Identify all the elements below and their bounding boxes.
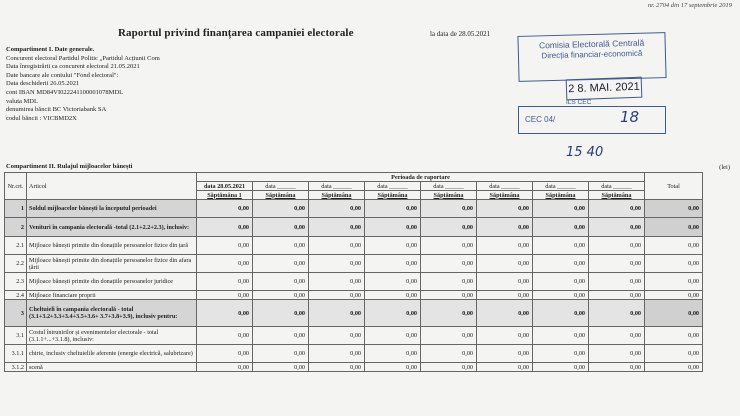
period-date-header: data ______ xyxy=(533,182,589,191)
general-line: Concurent electoral Partidul Politic „Partidul Acțiunii Com xyxy=(6,54,160,62)
period-week-header: Săptămâna xyxy=(589,191,645,200)
period-date-header: data ______ xyxy=(589,182,645,191)
row-value: 0,00 xyxy=(365,255,421,273)
row-value: 0,00 xyxy=(365,218,421,237)
row-number: 1 xyxy=(5,200,27,218)
row-value: 0,00 xyxy=(253,200,309,218)
table-row xyxy=(5,237,703,255)
row-value: 0,00 xyxy=(309,291,365,300)
stamp-line1: Comisia Electorală Centrală xyxy=(538,37,645,51)
row-value: 0,00 xyxy=(309,200,365,218)
row-value: 0,00 xyxy=(253,300,309,327)
currency-unit: (lei) xyxy=(719,164,730,171)
row-value: 0,00 xyxy=(365,273,421,291)
row-value: 0,00 xyxy=(477,273,533,291)
table-row xyxy=(5,255,703,273)
row-value: 0,00 xyxy=(421,200,477,218)
table-row xyxy=(5,291,703,300)
row-value: 0,00 xyxy=(309,273,365,291)
row-value: 0,00 xyxy=(477,255,533,273)
row-value: 0,00 xyxy=(365,345,421,363)
handwritten-time: 15 40 xyxy=(566,145,604,160)
row-value: 0,00 xyxy=(589,273,645,291)
row-number: 2.2 xyxy=(5,255,27,273)
table-row xyxy=(5,345,703,363)
row-total: 0,00 xyxy=(645,327,703,345)
section1-heading: Compartiment I. Date generale. xyxy=(6,46,95,53)
row-value: 0,00 xyxy=(421,273,477,291)
row-value: 0,00 xyxy=(421,218,477,237)
report-title: Raportul privind finanțarea campaniei electorale xyxy=(118,27,354,39)
row-value: 0,00 xyxy=(477,363,533,372)
row-value: 0,00 xyxy=(253,218,309,237)
cec-register-stamp xyxy=(518,106,666,134)
row-value: 0,00 xyxy=(197,363,253,372)
row-article: scenă xyxy=(27,363,197,372)
row-value: 0,00 xyxy=(533,273,589,291)
header-total: Total xyxy=(645,173,703,200)
table-row xyxy=(5,300,703,327)
general-line: Date bancare ale contului "Fond electoral": xyxy=(6,71,119,79)
row-value: 0,00 xyxy=(197,345,253,363)
row-value: 0,00 xyxy=(309,345,365,363)
row-value: 0,00 xyxy=(477,218,533,237)
row-value: 0,00 xyxy=(589,255,645,273)
row-value: 0,00 xyxy=(421,291,477,300)
handwritten-number: 18 xyxy=(620,108,640,126)
row-value: 0,00 xyxy=(197,300,253,327)
row-value: 0,00 xyxy=(533,218,589,237)
row-value: 0,00 xyxy=(421,237,477,255)
period-date-header: data ______ xyxy=(309,182,365,191)
row-value: 0,00 xyxy=(309,237,365,255)
row-number: 3.1 xyxy=(5,327,27,345)
row-total: 0,00 xyxy=(645,255,703,273)
row-article: Mijloace bănești primite din donațiile persoanelor fizice din afara țării xyxy=(27,255,197,273)
row-total: 0,00 xyxy=(645,300,703,327)
row-value: 0,00 xyxy=(421,345,477,363)
section2-heading: Compartiment II. Rulajul mijloacelor bănești xyxy=(6,163,133,170)
row-total: 0,00 xyxy=(645,291,703,300)
row-value: 0,00 xyxy=(421,327,477,345)
row-value: 0,00 xyxy=(197,327,253,345)
period-date-header: data ______ xyxy=(253,182,309,191)
row-value: 0,00 xyxy=(365,200,421,218)
row-number: 3.1.2 xyxy=(5,363,27,372)
row-article: Venituri în campania electorală -total (2.1+2.2+2.3), inclusiv: xyxy=(27,218,197,237)
row-value: 0,00 xyxy=(477,345,533,363)
row-value: 0,00 xyxy=(309,218,365,237)
row-value: 0,00 xyxy=(533,363,589,372)
period-week-header: Săptămâna xyxy=(533,191,589,200)
row-value: 0,00 xyxy=(477,327,533,345)
period-week-header: Săptămâna xyxy=(477,191,533,200)
general-line: valuta MDL xyxy=(6,97,38,105)
row-value: 0,00 xyxy=(365,291,421,300)
report-date: la data de 28.05.2021 xyxy=(430,30,491,38)
period-date-header: data 28.05.2021 xyxy=(197,182,253,191)
period-week-header: Săptămâna xyxy=(421,191,477,200)
table-row xyxy=(5,363,703,372)
row-article: Cheltuieli în campania electorală - total (3.1+3.2+3.3+3.4+3.5+3.6+ 3.7+3.8+3.9), inclusiv pentru: xyxy=(27,300,197,327)
row-value: 0,00 xyxy=(253,255,309,273)
header-period: Perioada de raportare xyxy=(197,173,645,182)
period-week-header: Săptămâna xyxy=(365,191,421,200)
row-value: 0,00 xyxy=(253,363,309,372)
row-value: 0,00 xyxy=(477,200,533,218)
row-value: 0,00 xyxy=(197,255,253,273)
row-value: 0,00 xyxy=(197,273,253,291)
row-value: 0,00 xyxy=(533,327,589,345)
row-value: 0,00 xyxy=(365,300,421,327)
row-number: 2.1 xyxy=(5,237,27,255)
row-value: 0,00 xyxy=(365,327,421,345)
row-total: 0,00 xyxy=(645,363,703,372)
row-number: 3.1.1 xyxy=(5,345,27,363)
row-number: 2 xyxy=(5,218,27,237)
row-value: 0,00 xyxy=(253,345,309,363)
stamp-cec: CEC 04/ xyxy=(525,115,556,124)
cashflow-table xyxy=(4,172,703,372)
row-value: 0,00 xyxy=(589,345,645,363)
row-value: 0,00 xyxy=(477,300,533,327)
row-article: Mijloace financiare proprii xyxy=(27,291,197,300)
general-line: denumirea băncii BC Victoriabank SA xyxy=(6,106,107,114)
period-date-header: data ______ xyxy=(477,182,533,191)
row-value: 0,00 xyxy=(253,273,309,291)
period-date-header: data ______ xyxy=(421,182,477,191)
row-value: 0,00 xyxy=(253,291,309,300)
row-value: 0,00 xyxy=(477,237,533,255)
table-row xyxy=(5,327,703,345)
row-value: 0,00 xyxy=(421,363,477,372)
stamp-ils: ILS CEC xyxy=(566,99,592,106)
row-value: 0,00 xyxy=(533,255,589,273)
row-value: 0,00 xyxy=(533,237,589,255)
row-total: 0,00 xyxy=(645,200,703,218)
row-value: 0,00 xyxy=(309,300,365,327)
row-number: 2.4 xyxy=(5,291,27,300)
table-row xyxy=(5,200,703,218)
row-article: chirie, inclusiv cheltuielile aferente (energie electrică, salubrizare) xyxy=(27,345,197,363)
row-value: 0,00 xyxy=(421,255,477,273)
row-value: 0,00 xyxy=(309,327,365,345)
row-total: 0,00 xyxy=(645,345,703,363)
row-value: 0,00 xyxy=(533,291,589,300)
row-value: 0,00 xyxy=(589,200,645,218)
row-value: 0,00 xyxy=(421,300,477,327)
general-line: Data deschiderii 26.05.2021 xyxy=(6,80,80,88)
row-value: 0,00 xyxy=(197,218,253,237)
general-line: codul băncii : VICBMD2X xyxy=(6,114,77,122)
row-total: 0,00 xyxy=(645,273,703,291)
stamp-line2: Direcția financiar-economică xyxy=(541,48,643,61)
row-value: 0,00 xyxy=(253,327,309,345)
row-article: Mijloace bănești primite din donațiile persoanelor fizice din țară xyxy=(27,237,197,255)
row-value: 0,00 xyxy=(533,345,589,363)
row-value: 0,00 xyxy=(533,200,589,218)
row-value: 0,00 xyxy=(589,291,645,300)
row-value: 0,00 xyxy=(253,237,309,255)
row-article: Soldul mijloacelor bănești la începutul perioadei xyxy=(27,200,197,218)
period-date-header: data ______ xyxy=(365,182,421,191)
header-nr: Nr.crt. xyxy=(5,173,27,200)
header-article: Articol xyxy=(27,173,197,200)
row-value: 0,00 xyxy=(197,291,253,300)
row-value: 0,00 xyxy=(197,237,253,255)
row-value: 0,00 xyxy=(309,255,365,273)
row-value: 0,00 xyxy=(533,300,589,327)
stamp-date: 2 8. MAI. 2021 xyxy=(566,77,643,101)
row-value: 0,00 xyxy=(309,363,365,372)
row-value: 0,00 xyxy=(589,237,645,255)
row-value: 0,00 xyxy=(365,237,421,255)
row-value: 0,00 xyxy=(589,327,645,345)
row-article: Costul întrunirilor și evenimentelor electorale - total (3.1.1+...+3.1.8), inclusiv: xyxy=(27,327,197,345)
row-value: 0,00 xyxy=(589,300,645,327)
row-number: 3 xyxy=(5,300,27,327)
row-value: 0,00 xyxy=(365,363,421,372)
table-row xyxy=(5,273,703,291)
row-value: 0,00 xyxy=(197,200,253,218)
row-value: 0,00 xyxy=(477,291,533,300)
general-line: cont IBAN MD84VI022241100001078MDL xyxy=(6,88,124,96)
row-number: 2.3 xyxy=(5,273,27,291)
row-value: 0,00 xyxy=(589,218,645,237)
period-week-header: Săptămâna 1 xyxy=(197,191,253,200)
row-article: Mijloace bănești primite din donațiile persoanelor juridice xyxy=(27,273,197,291)
row-value: 0,00 xyxy=(589,363,645,372)
order-note: nr. 2704 din 17 septembrie 2019 xyxy=(647,2,732,9)
row-total: 0,00 xyxy=(645,237,703,255)
period-week-header: Săptămâna xyxy=(253,191,309,200)
general-data-section xyxy=(6,46,160,123)
cec-stamp xyxy=(517,32,666,82)
table-row xyxy=(5,218,703,237)
period-week-header: Săptămâna xyxy=(309,191,365,200)
row-total: 0,00 xyxy=(645,218,703,237)
general-line: Data înregistrării ca concurent electoral 21.05.2021 xyxy=(6,63,140,71)
